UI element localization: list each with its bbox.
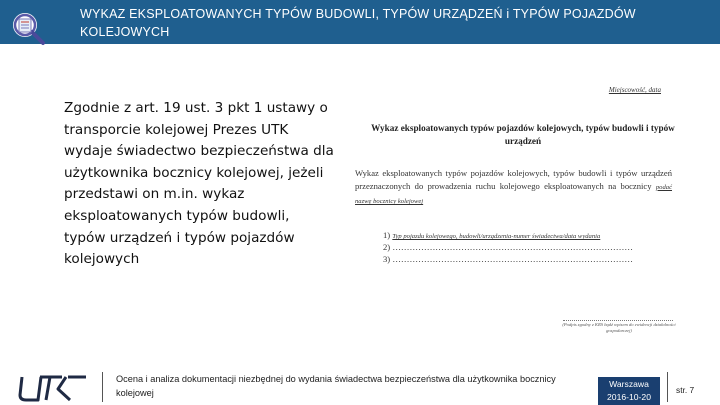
doc-item-num: 2): [383, 242, 391, 252]
doc-item-num: 1): [383, 230, 391, 240]
footer-divider: [102, 372, 103, 402]
doc-title: Wykaz eksploatowanych typów pojazdów kolejowych, typów budowli i typów urządzeń: [371, 123, 675, 146]
doc-item-text: …………………………………………………………………………: [392, 242, 633, 252]
doc-item: [383, 230, 678, 240]
doc-item-text: Typ pojazdu kolejowego, budowli/urządzenia-numer świadectwa/data wydania: [392, 233, 601, 240]
slide-title: WYKAZ EKSPLOATOWANYCH TYPÓW BUDOWLI, TYPÓW URZĄDZEŃ i TYPÓW POJAZDÓW KOLEJOWYCH: [80, 7, 636, 39]
doc-item: [383, 254, 678, 264]
body-paragraph: Zgodnie z art. 19 ust. 3 pkt 1 ustawy o transporcie kolejowej Prezes UTK wydaje świadectwo bezpieczeństwa dla użytkownika bocznicy kolejowej, jeżeli przedstawi on m.in. wykaz eksploatowanych typów budowli, typów urządzeń i typów pojazdów kolejowych: [64, 100, 334, 268]
signature-line: [563, 320, 673, 321]
doc-item-num: 3): [383, 254, 391, 264]
doc-item-text: …………………………………………………………………………: [392, 254, 633, 264]
footer-location-date: [598, 377, 660, 405]
header-bar: [0, 0, 720, 44]
doc-place-date: Miejscowość, data: [608, 86, 661, 94]
scanned-document: [345, 70, 685, 370]
magnifier-document-icon: [10, 10, 46, 46]
doc-paragraph-text: Wykaz eksploatowanych typów pojazdów kolejowych, typów budowli i typów urządzeń przeznaczonych do prowadzenia ruchu kolejowego eksploatowanych na bocznicy: [355, 168, 672, 191]
utk-logo-icon: [16, 373, 94, 403]
doc-item: [383, 242, 678, 252]
signature-caption: (Podpis zgodny z KRS bądź wpisem do ewidencji działalności gospodarczej): [562, 322, 676, 333]
doc-paragraph: [355, 167, 672, 209]
page-number: str. 7: [676, 385, 695, 395]
doc-paragraph-underlined: podać nazwę bocznicy kolejowej: [355, 183, 672, 205]
footer-city: Warszawa: [609, 379, 649, 389]
footer-description: Ocena i analiza dokumentacji niezbędnej do wydania świadectwa bezpieczeństwa dla użytkownika bocznicy kolejowej: [116, 374, 556, 398]
footer-date: 2016-10-20: [607, 392, 651, 402]
footer-divider: [667, 372, 668, 402]
